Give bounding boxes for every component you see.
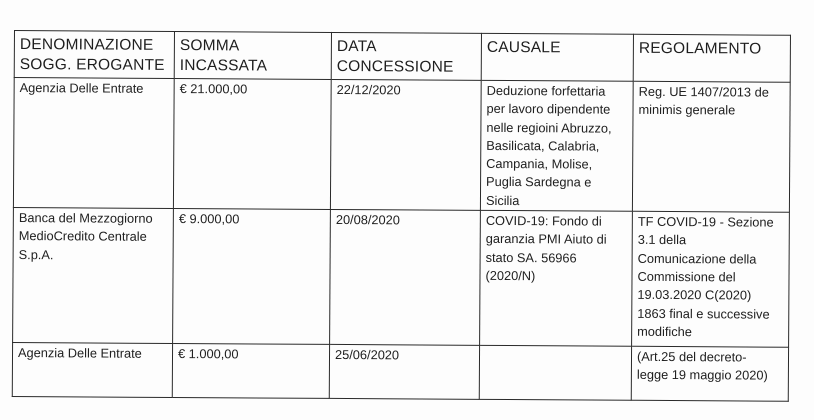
header-line: SOGG. EROGANTE	[19, 56, 165, 74]
cell-somma: € 21.000,00	[173, 78, 331, 209]
cell-line: Banca del Mezzogiorno	[18, 210, 153, 226]
cell-regolamento	[631, 346, 788, 401]
cell-line: garanzia PMI Aiuto di	[485, 231, 607, 247]
cell-line: Commissione del	[637, 268, 736, 285]
cell-causale	[479, 345, 631, 400]
cell-ente	[13, 208, 174, 344]
cell-causale	[480, 80, 633, 211]
grants-table	[12, 30, 791, 402]
header-data	[331, 32, 481, 80]
cell-line: Sicilia	[485, 192, 520, 208]
cell-causale	[480, 210, 633, 346]
table-row	[13, 78, 790, 213]
table-header-row	[14, 31, 790, 83]
header-somma	[174, 31, 331, 79]
cell-line: (Art.25 del decreto-	[636, 348, 747, 365]
cell-line: 1863 final e successive	[637, 305, 770, 322]
cell-line: Reg. UE 1407/2013 de	[638, 83, 769, 100]
cell-data: 22/12/2020	[330, 79, 481, 210]
cell-line: COVID-19: Fondo di	[485, 212, 602, 229]
header-regolamento	[633, 34, 790, 82]
cell-line: legge 19 maggio 2020)	[636, 367, 768, 383]
cell-line: S.p.A.	[18, 246, 54, 262]
cell-line: Campania, Molise,	[486, 156, 593, 172]
table-row	[12, 343, 788, 402]
cell-line: TF COVID-19 - Sezione	[637, 213, 774, 230]
cell-ente	[13, 78, 174, 209]
cell-line: MedioCredito Centrale	[18, 228, 147, 245]
cell-line: per lavoro dipendente	[486, 101, 611, 117]
cell-line: Agenzia Delle Entrate	[19, 80, 144, 96]
cell-line: Agenzia Delle Entrate	[17, 345, 142, 361]
cell-somma: € 9.000,00	[173, 209, 331, 345]
cell-line: minimis generale	[638, 102, 736, 118]
cell-data: 20/08/2020	[330, 210, 481, 346]
cell-line: Deduzione forfettaria	[486, 82, 606, 99]
cell-line: Basilicata, Calabria,	[486, 137, 600, 154]
header-line: INCASSATA	[179, 57, 268, 75]
cell-line: 3.1 della	[637, 232, 687, 248]
header-line: CAUSALE	[486, 38, 561, 57]
cell-line: modifiche	[637, 323, 692, 340]
cell-line: (2020/N)	[485, 267, 536, 284]
header-line: SOMMA	[179, 37, 240, 55]
cell-regolamento	[632, 211, 790, 347]
header-line: DENOMINAZIONE	[19, 36, 154, 54]
header-line: REGOLAMENTO	[638, 39, 762, 58]
cell-line: stato SA. 56966	[485, 249, 577, 266]
header-denominazione	[14, 31, 174, 79]
header-line: DATA	[336, 37, 377, 56]
table-row	[13, 208, 790, 348]
cell-somma: € 1.000,00	[172, 344, 329, 399]
cell-regolamento	[632, 81, 790, 212]
header-line: CONCESSIONE	[336, 57, 454, 76]
header-causale	[481, 33, 633, 81]
cell-line: nelle regioini Abruzzo,	[486, 119, 612, 136]
cell-ente	[12, 343, 172, 398]
cell-line: Puglia Sardegna e	[486, 174, 592, 191]
cell-line: 19.03.2020 C(2020)	[637, 287, 752, 303]
cell-line: Comunicazione della	[637, 250, 757, 267]
cell-data: 25/06/2020	[329, 345, 479, 400]
